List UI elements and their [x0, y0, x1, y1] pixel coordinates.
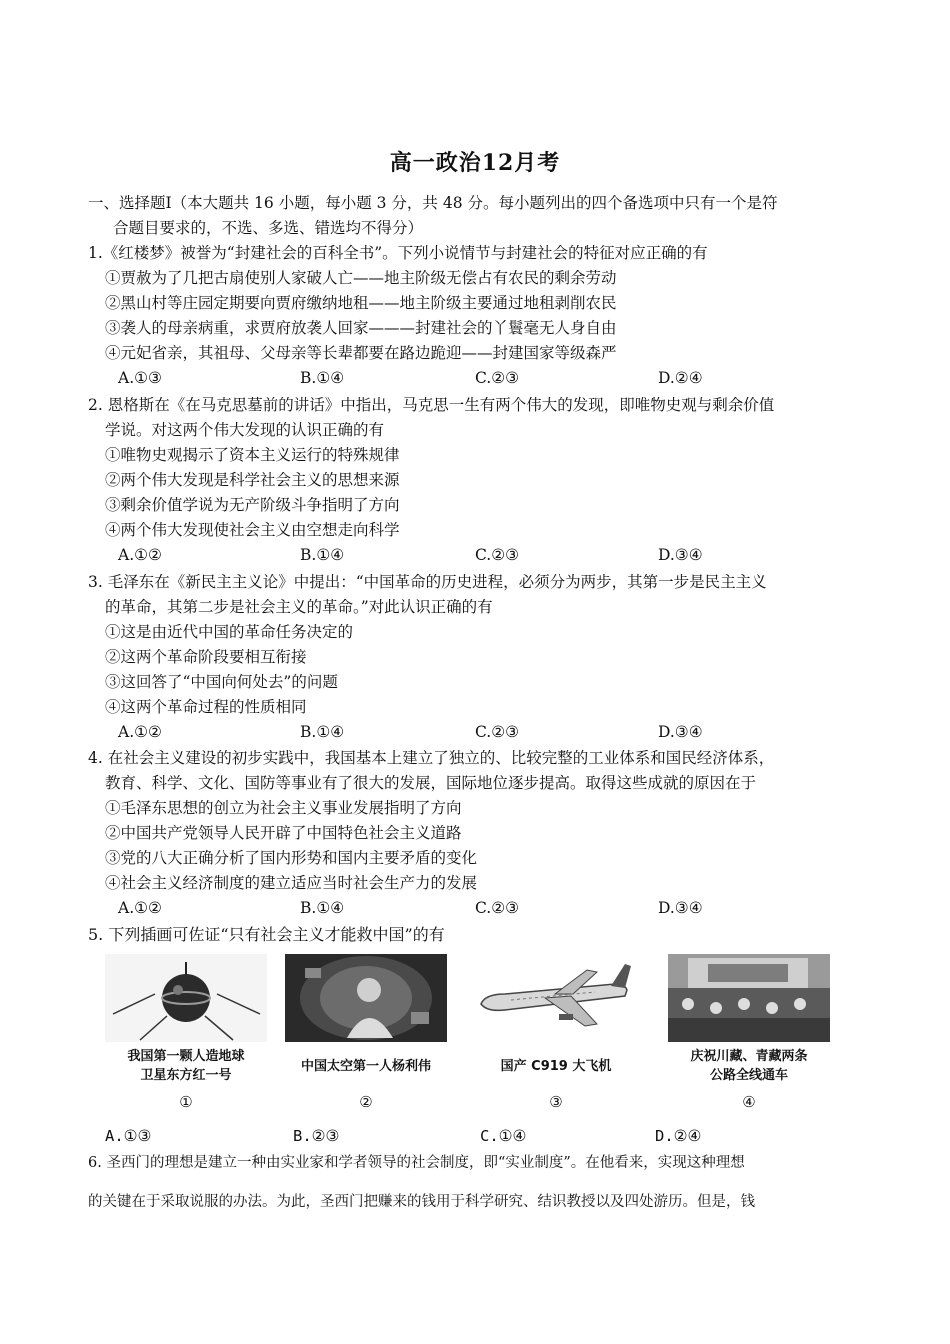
- q1-option-c[interactable]: C.②③: [475, 369, 520, 387]
- q3-options: [0, 722, 950, 744]
- q2-options: [0, 545, 950, 567]
- q4-item-4: ④社会主义经济制度的建立适应当时社会生产力的发展: [105, 874, 478, 892]
- q4-option-a[interactable]: A.①②: [118, 899, 162, 917]
- q1-options: [0, 368, 950, 390]
- q5-option-b[interactable]: B.②③: [293, 1127, 340, 1145]
- q5-stem: 5. 下列插画可佐证“只有社会主义才能救中国”的有: [88, 925, 445, 944]
- q5-picture-2-number: ②: [359, 1093, 373, 1111]
- q1-option-a[interactable]: A.①③: [118, 369, 162, 387]
- q4-option-c[interactable]: C.②③: [475, 899, 520, 917]
- q2-item-3: ③剩余价值学说为无产阶级斗争指明了方向: [105, 496, 400, 514]
- q3-option-c[interactable]: C.②③: [475, 723, 520, 741]
- q2-option-a[interactable]: A.①②: [118, 546, 162, 564]
- q5-picture-2: [285, 948, 447, 1118]
- q4-options: [0, 898, 950, 920]
- q3-item-3: ③这回答了“中国向何处去”的问题: [105, 673, 338, 691]
- section-instructions-line1: 一、选择题Ⅰ（本大题共 16 小题，每小题 3 分，共 48 分。每小题列出的四个备选项中只有一个是符: [88, 194, 778, 212]
- q5-picture-1-number: ①: [179, 1093, 193, 1111]
- satellite-icon: [105, 954, 267, 1042]
- q6-text-line1: 6. 圣西门的理想是建立一种由实业家和学者领导的社会制度，即“实业制度”。在他看来，实现这种理想: [88, 1155, 745, 1171]
- q3-option-b[interactable]: B.①④: [300, 723, 345, 741]
- q4-item-3: ③党的八大正确分析了国内形势和国内主要矛盾的变化: [105, 849, 478, 867]
- q5-option-a[interactable]: A.①③: [105, 1127, 152, 1145]
- q1-item-4: ④元妃省亲，其祖母、父母亲等长辈都要在路边跪迎——封建国家等级森严: [105, 344, 617, 362]
- q2-stem-line1: 2. 恩格斯在《在马克思墓前的讲话》中指出，马克思一生有两个伟大的发现，即唯物史观与剩余价值: [88, 396, 775, 414]
- section-instructions-line2: 合题目要求的，不选、多选、错选均不得分）: [113, 219, 424, 237]
- q4-stem-line1: 4. 在社会主义建设的初步实践中，我国基本上建立了独立的、比较完整的工业体系和国民经济体系，: [88, 749, 775, 767]
- q5-picture-4-caption-line2: 公路全线通车: [709, 1068, 788, 1083]
- airplane-icon: [475, 954, 637, 1042]
- q5-picture-3-number: ③: [549, 1093, 563, 1111]
- q1-item-2: ②黑山村等庄园定期要向贾府缴纳地租——地主阶级主要通过地租剥削农民: [105, 294, 617, 312]
- q5-picture-4-number: ④: [742, 1093, 756, 1111]
- q5-illustrations: [105, 948, 830, 1118]
- q6-text-line2: 的关键在于采取说服的办法。为此，圣西门把赚来的钱用于科学研究、结识教授以及四处游历。但是，钱: [88, 1194, 755, 1210]
- q2-item-4: ④两个伟大发现使社会主义由空想走向科学: [105, 521, 400, 539]
- q2-option-b[interactable]: B.①④: [300, 546, 345, 564]
- q3-item-4: ④这两个革命过程的性质相同: [105, 698, 307, 716]
- q1-item-1: ①贾赦为了几把古扇使别人家破人亡——地主阶级无偿占有农民的剩余劳动: [105, 269, 617, 287]
- q5-picture-3: [475, 948, 637, 1118]
- q4-item-1: ①毛泽东思想的创立为社会主义事业发展指明了方向: [105, 799, 462, 817]
- q3-stem-line2: 的革命，其第二步是社会主义的革命。”对此认识正确的有: [105, 598, 493, 616]
- q5-picture-3-caption: 国产 C919 大飞机: [500, 1059, 612, 1074]
- q1-item-3: ③袭人的母亲病重，求贾府放袭人回家———封建社会的丫鬟毫无人身自由: [105, 319, 617, 337]
- q5-picture-1: [105, 948, 267, 1118]
- q5-picture-1-caption-line1: 我国第一颗人造地球: [127, 1049, 245, 1064]
- q4-option-b[interactable]: B.①④: [300, 899, 345, 917]
- q4-stem-line2: 教育、科学、文化、国防等事业有了很大的发展，国际地位逐步提高。取得这些成就的原因在于: [105, 774, 757, 792]
- q5-option-c[interactable]: C.①④: [480, 1127, 527, 1145]
- page-title: 高一政治12月考: [389, 150, 561, 176]
- q3-item-1: ①这是由近代中国的革命任务决定的: [105, 623, 354, 641]
- q2-option-d[interactable]: D.③④: [658, 546, 703, 564]
- astronaut-photo-icon: [285, 954, 447, 1042]
- q3-stem-line1: 3. 毛泽东在《新民主主义论》中提出：“中国革命的历史进程，必须分为两步，其第一步是民主主义: [88, 573, 767, 591]
- q5-options: [0, 1126, 950, 1148]
- q3-option-d[interactable]: D.③④: [658, 723, 703, 741]
- q2-stem-line2: 学说。对这两个伟大发现的认识正确的有: [105, 421, 385, 439]
- q5-picture-2-caption: 中国太空第一人杨利伟: [300, 1059, 431, 1074]
- q2-item-2: ②两个伟大发现是科学社会主义的思想来源: [105, 471, 400, 489]
- q5-picture-4-caption-line1: 庆祝川藏、青藏两条: [690, 1049, 808, 1064]
- q4-option-d[interactable]: D.③④: [658, 899, 703, 917]
- q1-option-d[interactable]: D.②④: [658, 369, 703, 387]
- highway-celebration-photo-icon: [668, 954, 830, 1042]
- q2-option-c[interactable]: C.②③: [475, 546, 520, 564]
- q3-item-2: ②这两个革命阶段要相互衔接: [105, 648, 307, 666]
- q1-stem: 1.《红楼梦》被誉为“封建社会的百科全书”。下列小说情节与封建社会的特征对应正确的有: [88, 244, 708, 262]
- q5-picture-4: [668, 948, 830, 1118]
- q1-option-b[interactable]: B.①④: [300, 369, 345, 387]
- q4-item-2: ②中国共产党领导人民开辟了中国特色社会主义道路: [105, 824, 462, 842]
- q5-picture-1-caption-line2: 卫星东方红一号: [140, 1068, 232, 1083]
- q2-item-1: ①唯物史观揭示了资本主义运行的特殊规律: [105, 446, 400, 464]
- q3-option-a[interactable]: A.①②: [118, 723, 162, 741]
- q5-option-d[interactable]: D.②④: [655, 1127, 702, 1145]
